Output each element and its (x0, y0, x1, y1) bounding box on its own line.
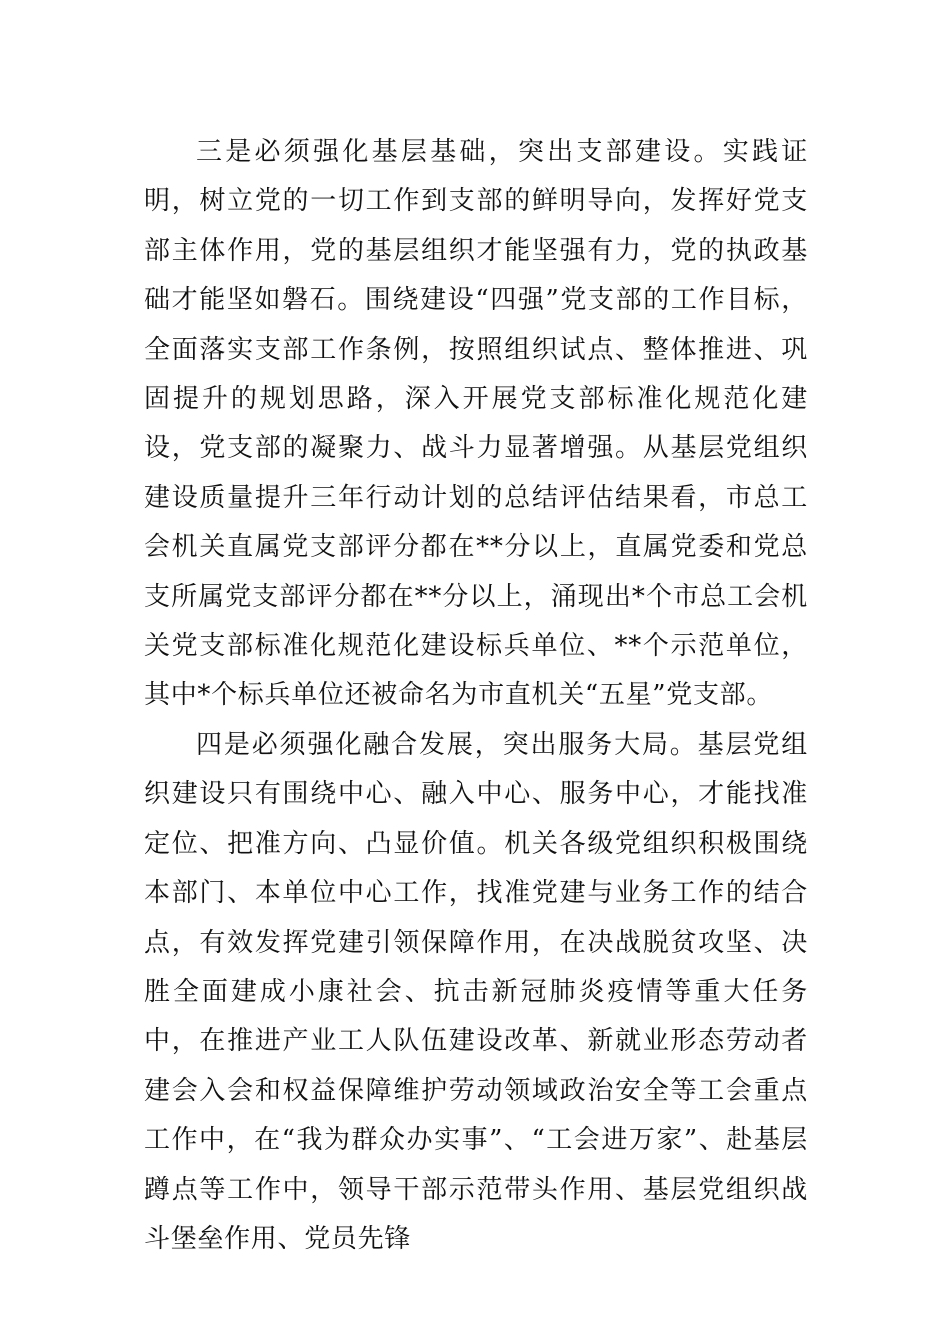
document-body (144, 128, 808, 1264)
paragraph-four-integrated-development: 四是必须强化融合发展，突出服务大局。基层党组织建设只有围绕中心、融入中心、服务中心，才能找准定位、把准方向、凸显价值。机关各级党组织积极围绕本部门、本单位中心工作，找准党建与业务工作的结合点，有效发挥党建引领保障作用，在决战脱贫攻坚、决胜全面建成小康社会、抗击新冠肺炎疫情等重大任务中，在推进产业工人队伍建设改革、新就业形态劳动者建会入会和权益保障维护劳动领域政治安全等工会重点工作中，在“我为群众办实事”、“工会进万家”、赴基层蹲点等工作中，领导干部示范带头作用、基层党组织战斗堡垒作用、党员先锋 (144, 729, 808, 1254)
paragraph-three-basic-level: 三是必须强化基层基础，突出支部建设。实践证明，树立党的一切工作到支部的鲜明导向，发挥好党支部主体作用，党的基层组织才能坚强有力，党的执政基础才能坚如磐石。围绕建设“四强”党支部的工作目标，全面落实支部工作条例，按照组织试点、整体推进、巩固提升的规划思路，深入开展党支部标准化规范化建设，党支部的凝聚力、战斗力显著增强。从基层党组织建设质量提升三年行动计划的总结评估结果看，市总工会机关直属党支部评分都在**分以上，直属党委和党总支所属党支部评分都在**分以上，涌现出*个市总工会机关党支部标准化规范化建设标兵单位、**个示范单位，其中*个标兵单位还被命名为市直机关“五星”党支部。 (144, 137, 808, 711)
